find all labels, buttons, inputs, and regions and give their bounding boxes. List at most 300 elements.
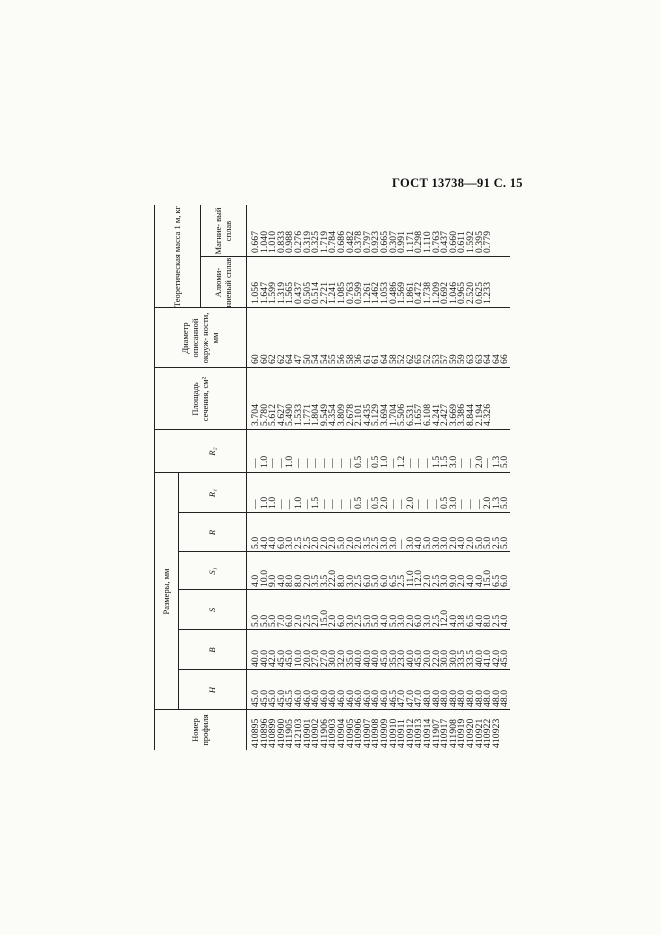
- cell-b: 45.0: [499, 649, 511, 667]
- cell-b: 33.5: [456, 649, 468, 667]
- cell-r2: 1.3: [490, 455, 502, 468]
- cell-profile: 410907: [361, 718, 373, 748]
- cell-diameter: 52: [422, 354, 433, 364]
- cell-area: 6.531: [404, 403, 416, 426]
- header-diameter: Диаметр описанной окруж- ности, мм: [180, 312, 220, 364]
- cell-s: 2.0: [327, 614, 339, 627]
- cell-r2: —: [344, 458, 356, 468]
- cell-r2: —: [293, 458, 304, 468]
- cell-r1: 0.5: [353, 496, 365, 509]
- cell-r: 3.0: [439, 536, 451, 549]
- header-area: Площадь сечения, см²: [190, 376, 210, 422]
- cell-area: 3.704: [250, 403, 261, 426]
- cell-diameter: 50: [301, 354, 313, 364]
- cell-mass-mg: 0.667: [250, 230, 261, 253]
- cell-r: 4.0: [267, 536, 279, 549]
- cell-r1: —: [473, 499, 485, 509]
- cell-r: 5.0: [422, 536, 433, 549]
- cell-h: 46.0: [336, 689, 347, 707]
- cell-mass-mg: 0.784: [327, 230, 339, 253]
- cell-b: 40.0: [370, 649, 382, 667]
- cell-area: 9.549: [318, 403, 330, 426]
- cell-r1: 1.0: [258, 496, 270, 509]
- cell-mass-mg: 1.110: [422, 231, 433, 253]
- cell-mass-mg: 0.763: [430, 230, 442, 253]
- cell-profile: 410895: [250, 718, 261, 748]
- cell-mass-mg: 0.482: [344, 230, 356, 253]
- cell-b: 27.0: [310, 649, 322, 667]
- cell-area: 1.657: [413, 403, 425, 426]
- cell-s1: 3.5: [318, 574, 330, 587]
- cell-s: 4.0: [379, 614, 390, 627]
- cell-r: 2.0: [310, 536, 322, 549]
- cell-area: 1.771: [301, 403, 313, 426]
- cell-mass-al: 0.599: [353, 281, 365, 304]
- cell-mass-mg: 0.686: [336, 230, 347, 253]
- cell-h: 48.0: [499, 689, 511, 707]
- cell-area: 5.129: [370, 403, 382, 426]
- cell-mass-al: 0.514: [310, 281, 322, 304]
- cell-h: 48.0: [447, 689, 459, 707]
- cell-diameter: 58: [387, 354, 399, 364]
- cell-diameter: 53: [430, 354, 442, 364]
- cell-mass-mg: 0.611: [456, 231, 468, 253]
- cell-profile: 410896: [258, 718, 270, 748]
- cell-r1: —: [396, 499, 408, 509]
- cell-r2: —: [456, 458, 468, 468]
- cell-r1: —: [422, 499, 433, 509]
- cell-diameter: 61: [361, 354, 373, 364]
- cell-profile: 410899: [267, 718, 279, 748]
- cell-profile: 410903: [327, 718, 339, 748]
- cell-s: 3.0: [344, 614, 356, 627]
- cell-s1: 8.0: [336, 574, 347, 587]
- cell-h: 46.5: [387, 689, 399, 707]
- cell-r1: —: [275, 499, 287, 509]
- cell-diameter: 62: [267, 354, 279, 364]
- cell-h: 45.0: [275, 689, 287, 707]
- cell-mass-mg: 0.298: [413, 230, 425, 253]
- cell-s: 7.0: [275, 614, 287, 627]
- cell-b: 40.0: [250, 649, 261, 667]
- cell-mass-al: 0.505: [301, 281, 313, 304]
- cell-mass-mg: 1.010: [267, 230, 279, 253]
- cell-h: 48.0: [482, 689, 494, 707]
- cell-r: 5.0: [499, 536, 511, 549]
- cell-b: 20.0: [422, 649, 433, 667]
- cell-s: 4.0: [447, 614, 459, 627]
- cell-h: 47.0: [404, 689, 416, 707]
- cell-mass-al: 0.472: [413, 281, 425, 304]
- header-mass-al: Алюми- ниевый сплав: [213, 257, 233, 308]
- cell-diameter: 54: [318, 354, 330, 364]
- cell-b: 45.0: [413, 649, 425, 667]
- cell-r: 2.5: [370, 536, 382, 549]
- cell-profile: 410921: [473, 718, 485, 748]
- cell-h: 48.0: [465, 689, 476, 707]
- cell-s: 3.0: [422, 614, 433, 627]
- cell-s1: 22.0: [327, 569, 339, 587]
- cell-area: 4.354: [327, 403, 339, 426]
- cell-area: 5.506: [396, 403, 408, 426]
- cell-r2: 1.5: [439, 455, 451, 468]
- cell-diameter: 56: [336, 354, 347, 364]
- cell-b: 40.0: [258, 649, 270, 667]
- cell-b: 10.0: [293, 649, 304, 667]
- cell-profile: 410902: [310, 718, 322, 748]
- cell-mass-al: 1.738: [422, 281, 433, 304]
- cell-s1: 10.0: [258, 569, 270, 587]
- cell-r1: —: [284, 499, 296, 509]
- profiles-table: [154, 205, 510, 750]
- cell-h: 46.0: [370, 689, 382, 707]
- cell-r: 5.0: [336, 536, 347, 549]
- cell-mass-mg: 0.319: [301, 230, 313, 253]
- cell-b: 40.0: [353, 649, 365, 667]
- cell-mass-mg: 0.325: [310, 230, 322, 253]
- cell-profile: 411906: [318, 718, 330, 748]
- cell-area: 6.108: [422, 403, 433, 426]
- cell-diameter: 64: [490, 354, 502, 364]
- cell-s1: 11.0: [404, 570, 416, 587]
- cell-s: 5.0: [361, 614, 373, 627]
- cell-s1: 5.0: [370, 574, 382, 587]
- cell-h: 46.0: [344, 689, 356, 707]
- cell-h: 46.0: [301, 689, 313, 707]
- cell-diameter: 64: [482, 354, 494, 364]
- cell-r1: 2.0: [379, 496, 390, 509]
- cell-r1: —: [318, 499, 330, 509]
- cell-r2: —: [361, 458, 373, 468]
- cell-s1: 6.5: [387, 574, 399, 587]
- cell-s: 4.0: [473, 614, 485, 627]
- cell-mass-al: 1.861: [404, 281, 416, 304]
- cell-s1: 3.0: [439, 574, 451, 587]
- cell-b: 30.0: [439, 649, 451, 667]
- cell-r: 3.0: [430, 536, 442, 549]
- cell-mass-al: 1.046: [447, 281, 459, 304]
- cell-area: 3.694: [379, 403, 390, 426]
- cell-s: 6.5: [465, 614, 476, 627]
- cell-profile: 410922: [482, 718, 494, 748]
- cell-s1: 6.0: [361, 574, 373, 587]
- cell-r: 3.0: [379, 536, 390, 549]
- cell-diameter: 62: [404, 354, 416, 364]
- cell-r: 2.0: [447, 536, 459, 549]
- cell-s1: 2.5: [396, 574, 408, 587]
- cell-h: 48.0: [430, 689, 442, 707]
- cell-diameter: 64: [284, 354, 296, 364]
- cell-area: 4.627: [275, 403, 287, 426]
- cell-s1: 6.0: [499, 574, 511, 587]
- cell-r1: —: [361, 499, 373, 509]
- cell-b: 35.0: [387, 649, 399, 667]
- cell-mass-mg: 1.171: [404, 230, 416, 253]
- cell-mass-mg: 0.276: [293, 230, 304, 253]
- cell-area: 3.809: [336, 403, 347, 426]
- cell-s: 5.0: [370, 614, 382, 627]
- cell-mass-al: 1.261: [361, 281, 373, 304]
- cell-r: 2.0: [353, 536, 365, 549]
- cell-r: 3.5: [361, 536, 373, 549]
- cell-mass-al: 1.599: [267, 281, 279, 304]
- cell-s: 2.5: [430, 614, 442, 627]
- cell-r2: 1.0: [258, 455, 270, 468]
- cell-r2: —: [422, 458, 433, 468]
- cell-r: 4.0: [413, 536, 425, 549]
- cell-s1: 6.5: [490, 574, 502, 587]
- cell-profile: 410919: [456, 718, 468, 748]
- cell-r1: —: [250, 499, 261, 509]
- cell-s1: 4.0: [250, 574, 261, 587]
- cell-mass-al: 0.965: [456, 281, 468, 304]
- cell-h: 48.0: [439, 689, 451, 707]
- cell-profile: 410909: [379, 718, 390, 748]
- cell-diameter: 59: [456, 354, 468, 364]
- cell-h: 46.0: [353, 689, 365, 707]
- cell-b: 40.0: [404, 649, 416, 667]
- cell-r: 5.0: [482, 536, 494, 549]
- cell-r1: —: [430, 499, 442, 509]
- cell-area: 5.490: [284, 403, 296, 426]
- cell-mass-mg: 0.665: [379, 230, 390, 253]
- cell-s1: 2.0: [422, 574, 433, 587]
- cell-b: 30.0: [327, 649, 339, 667]
- cell-h: 47.0: [413, 689, 425, 707]
- cell-profile: 410901: [301, 718, 313, 748]
- cell-area: 5.780: [258, 403, 270, 426]
- cell-r1: 3.0: [447, 496, 459, 509]
- cell-h: 47.0: [396, 689, 408, 707]
- cell-b: 42.0: [267, 649, 279, 667]
- cell-profile: 411908: [447, 718, 459, 748]
- cell-mass-al: 1.569: [396, 281, 408, 304]
- cell-s1: 4.0: [465, 574, 476, 587]
- cell-r1: —: [387, 499, 399, 509]
- cell-r2: —: [404, 458, 416, 468]
- header-b: B: [207, 647, 217, 653]
- cell-r1: —: [301, 499, 313, 509]
- cell-mass-mg: 1.040: [258, 230, 270, 253]
- cell-r2: 0.5: [353, 455, 365, 468]
- cell-mass-mg: 1.592: [465, 230, 476, 253]
- cell-r: 2.5: [301, 536, 313, 549]
- cell-r1: 0.5: [439, 496, 451, 509]
- cell-s1: 12.0: [413, 569, 425, 587]
- cell-h: 46.0: [293, 689, 304, 707]
- cell-diameter: 63: [465, 354, 476, 364]
- cell-r: 2.5: [293, 536, 304, 549]
- cell-r: —: [396, 539, 408, 549]
- cell-s1: 9.0: [267, 574, 279, 587]
- cell-r: 2.0: [318, 536, 330, 549]
- cell-profile: 410923: [490, 718, 502, 748]
- cell-r1: —: [465, 499, 476, 509]
- cell-h: 48.0: [456, 689, 468, 707]
- cell-diameter: 63: [473, 354, 485, 364]
- cell-area: 1.704: [387, 403, 399, 426]
- cell-mass-al: 0.486: [387, 281, 399, 304]
- cell-h: 48.0: [490, 689, 502, 707]
- cell-s1: 15.0: [482, 569, 494, 587]
- cell-r1: —: [344, 499, 356, 509]
- cell-h: 45.0: [250, 689, 261, 707]
- cell-s: 12.0: [439, 609, 451, 627]
- cell-diameter: 64: [379, 354, 390, 364]
- cell-s1: 3.0: [344, 574, 356, 587]
- cell-diameter: 59: [447, 354, 459, 364]
- cell-s1: 9.0: [447, 574, 459, 587]
- cell-b: 35.0: [344, 649, 356, 667]
- cell-b: 40.0: [361, 649, 373, 667]
- cell-mass-al: 0.692: [439, 281, 451, 304]
- cell-r: 2.0: [327, 536, 339, 549]
- cell-h: 46.0: [327, 689, 339, 707]
- cell-b: 45.0: [284, 649, 296, 667]
- cell-mass-al: 1.241: [327, 281, 339, 304]
- cell-s: 5.0: [258, 614, 270, 627]
- cell-mass-al: 0.437: [293, 281, 304, 304]
- cell-mass-al: 1.647: [258, 281, 270, 304]
- cell-r2: 1.2: [396, 455, 408, 468]
- cell-profile: 412103: [293, 718, 304, 748]
- page-header: ГОСТ 13738—91 С. 15: [392, 176, 523, 190]
- cell-b: 41.0: [482, 649, 494, 667]
- cell-s: 6.0: [413, 614, 425, 627]
- cell-r: 5.0: [250, 536, 261, 549]
- cell-profile: 410920: [465, 718, 476, 748]
- cell-r2: 1.0: [284, 455, 296, 468]
- cell-r2: —: [318, 458, 330, 468]
- cell-b: 27.0: [318, 649, 330, 667]
- cell-profile: 411905: [284, 718, 296, 748]
- cell-mass-mg: 0.833: [275, 230, 287, 253]
- cell-s1: 4.0: [473, 574, 485, 587]
- cell-b: 32.0: [336, 649, 347, 667]
- cell-r1: —: [336, 499, 347, 509]
- cell-b: 45.0: [275, 649, 287, 667]
- cell-h: 45.0: [258, 689, 270, 707]
- cell-s1: 8.0: [284, 574, 296, 587]
- header-mass-mg: Магние- вый сплав: [213, 207, 233, 255]
- cell-r: 4.0: [258, 536, 270, 549]
- cell-r1: 1.0: [293, 496, 304, 509]
- cell-s: 2.0: [293, 614, 304, 627]
- cell-diameter: 58: [344, 354, 356, 364]
- cell-b: 20.0: [301, 649, 313, 667]
- cell-r2: —: [250, 458, 261, 468]
- cell-s1: 2.0: [456, 574, 468, 587]
- cell-r2: 5.0: [499, 455, 511, 468]
- header-profile: Номер профиля: [190, 714, 210, 746]
- cell-profile: 410905: [344, 718, 356, 748]
- cell-r1: —: [413, 499, 425, 509]
- cell-area: 4.241: [430, 403, 442, 426]
- cell-diameter: 55: [327, 354, 339, 364]
- header-s1: S₁: [207, 567, 217, 575]
- cell-mass-mg: 0.797: [361, 230, 373, 253]
- cell-h: 48.0: [422, 689, 433, 707]
- cell-mass-al: 1.209: [430, 281, 442, 304]
- cell-mass-al: 1.056: [250, 281, 261, 304]
- cell-b: 42.0: [490, 649, 502, 667]
- cell-b: 33.5: [465, 649, 476, 667]
- cell-r2: 3.0: [447, 455, 459, 468]
- cell-r2: —: [482, 458, 494, 468]
- cell-s1: 4.0: [275, 574, 287, 587]
- cell-mass-al: 1.319: [275, 281, 287, 304]
- cell-area: 5.612: [267, 403, 279, 426]
- cell-s1: 2.5: [353, 574, 365, 587]
- cell-r: 2.0: [465, 536, 476, 549]
- cell-r: 3.0: [284, 536, 296, 549]
- cell-mass-al: 2.721: [318, 281, 330, 304]
- cell-r1: —: [456, 499, 468, 509]
- cell-s: 2.5: [301, 614, 313, 627]
- cell-r1: 2.0: [482, 496, 494, 509]
- cell-s1: 8.0: [293, 574, 304, 587]
- cell-r: 2.5: [490, 536, 502, 549]
- header-mass: Теоретическая масса 1 м, кг: [172, 205, 182, 308]
- cell-h: 46.0: [318, 689, 330, 707]
- header-dimensions: Размеры, мм: [161, 568, 171, 615]
- cell-profile: 411907: [430, 718, 442, 748]
- cell-s: 2.0: [404, 614, 416, 627]
- cell-diameter: 65: [413, 354, 425, 364]
- cell-profile: 410913: [413, 718, 425, 748]
- header-s: S: [207, 607, 217, 613]
- cell-s: 5.0: [250, 614, 261, 627]
- cell-mass-al: 1.565: [284, 281, 296, 304]
- cell-area: 3.386: [456, 403, 468, 426]
- cell-s: 5.0: [387, 614, 399, 627]
- cell-mass-mg: 0.378: [353, 230, 365, 253]
- cell-r2: 1.5: [430, 455, 442, 468]
- header-r2: R₂: [207, 447, 217, 456]
- cell-s: 3.8: [456, 614, 468, 627]
- cell-b: 45.0: [379, 649, 390, 667]
- cell-r2: —: [310, 458, 322, 468]
- cell-r1: 0.5: [370, 496, 382, 509]
- cell-mass-al: 1.462: [370, 281, 382, 304]
- cell-r1: 5.0: [499, 496, 511, 509]
- cell-s: 5.0: [267, 614, 279, 627]
- cell-area: 3.669: [447, 403, 459, 426]
- cell-profile: 410917: [439, 718, 451, 748]
- cell-diameter: 47: [293, 354, 304, 364]
- cell-profile: 410911: [396, 718, 408, 748]
- cell-h: 46.0: [379, 689, 390, 707]
- cell-r2: 1.0: [379, 455, 390, 468]
- cell-mass-al: 0.763: [344, 281, 356, 304]
- cell-r: 4.0: [456, 536, 468, 549]
- cell-r2: —: [301, 458, 313, 468]
- cell-h: 46.0: [361, 689, 373, 707]
- cell-mass-mg: 0.395: [473, 230, 485, 253]
- cell-diameter: 60: [258, 354, 270, 364]
- cell-r2: —: [413, 458, 425, 468]
- cell-s: 6.0: [336, 614, 347, 627]
- cell-r2: —: [327, 458, 339, 468]
- cell-diameter: 66: [499, 354, 511, 364]
- cell-mass-mg: 0.660: [447, 230, 459, 253]
- cell-r1: 2.0: [404, 496, 416, 509]
- cell-r2: —: [465, 458, 476, 468]
- cell-mass-mg: 0.991: [396, 230, 408, 253]
- cell-area: 8.844: [465, 403, 476, 426]
- cell-s: 8.0: [482, 614, 494, 627]
- cell-r1: —: [327, 499, 339, 509]
